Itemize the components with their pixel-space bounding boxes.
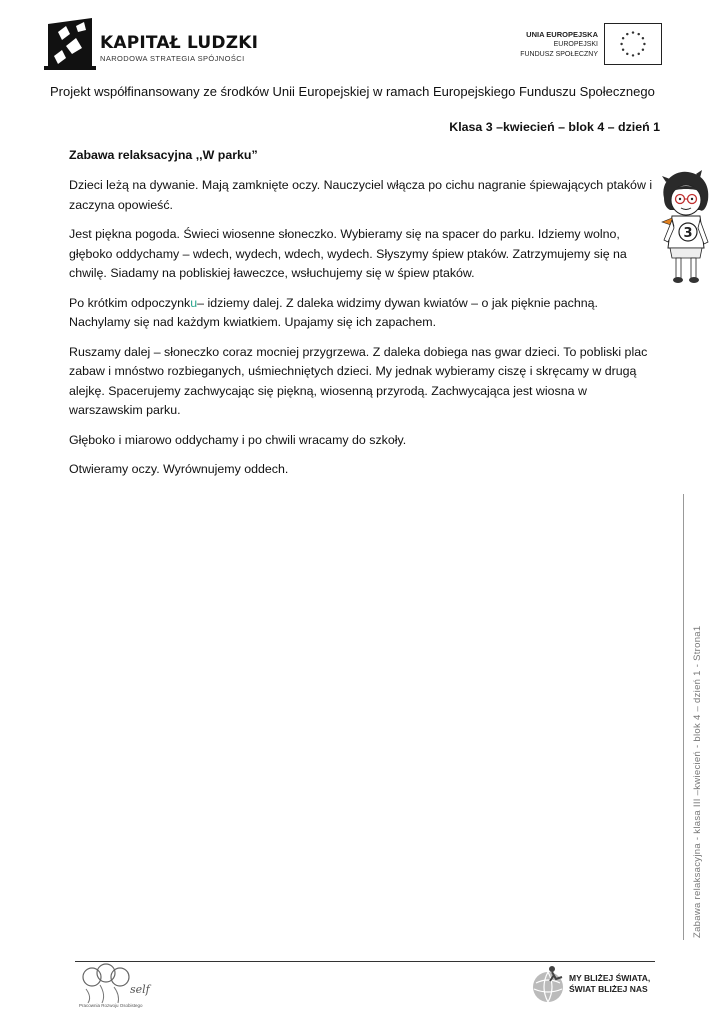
mascot-badge-number: 3 bbox=[683, 226, 693, 241]
vertical-page-footer-text: Zabawa relaksacyjna - klasa III –kwiecień - blok 4 – dzień 1 - Strona1 bbox=[692, 625, 703, 938]
paragraph-3-accent: u bbox=[190, 295, 198, 310]
side-divider bbox=[683, 494, 684, 940]
mbs-line1: MY BLIŻEJ ŚWIATA, bbox=[569, 973, 651, 983]
eu-fund-text bbox=[470, 30, 598, 60]
eu-flag-icon bbox=[604, 23, 662, 65]
girl-mascot-illustration bbox=[656, 170, 714, 286]
paragraph-4: Ruszamy dalej – słoneczko coraz mocniej przygrzewa. Z daleka dobiega nas gwar dzieci. To pobliski plac zabaw i mnóstwo rozbieganych, uśmiechniętych dzieci. My jednak wybieramy ciszę i skręcamy w drugą alejkę. Spacerujemy zachwycając się piękną, wiosenną przyrodą. Zachwycająca jest wiosna w warszawskim parku. bbox=[69, 344, 648, 417]
paragraph-1: Dzieci leżą na dywanie. Mają zamknięte oczy. Nauczyciel włącza po cichu nagranie śpiewających ptaków i zaczyna opowieść. bbox=[69, 178, 653, 212]
footer-divider bbox=[75, 961, 655, 962]
class-heading: Klasa 3 –kwiecień – blok 4 – dzień 1 bbox=[449, 120, 660, 134]
kapital-ludzki-title: KAPITAŁ LUDZKI bbox=[100, 33, 259, 53]
page-header bbox=[0, 0, 725, 110]
document-body bbox=[69, 118, 659, 480]
document-title: Zabawa relaksacyjna ,,W parku” bbox=[69, 147, 258, 162]
my-blizej-swiata-text bbox=[569, 973, 650, 995]
globe-person-icon bbox=[530, 965, 566, 1009]
project-cofinancing-line: Projekt współfinansowany ze środków Unii Europejskiej w ramach Europejskiego Funduszu Społecznego bbox=[50, 84, 655, 99]
eu-line2: EUROPEJSKI bbox=[553, 41, 598, 48]
self-logo-word: self bbox=[130, 983, 150, 996]
mbs-line2: ŚWIAT BLIŻEJ NAS bbox=[569, 984, 648, 994]
kapital-ludzki-logo bbox=[44, 16, 96, 72]
eu-line1: UNIA EUROPEJSKA bbox=[526, 30, 598, 39]
paragraph-6: Otwieramy oczy. Wyrównujemy oddech. bbox=[69, 462, 289, 476]
eu-line3: FUNDUSZ SPOŁECZNY bbox=[520, 51, 598, 58]
paragraph-3 bbox=[69, 294, 659, 333]
kapital-ludzki-subtitle: NARODOWA STRATEGIA SPÓJNOŚCI bbox=[100, 54, 245, 63]
self-caption: Pracownia Rozwoju Osobistego bbox=[79, 1003, 143, 1008]
kapital-ludzki-text bbox=[100, 34, 258, 63]
paragraph-5: Głęboko i miarowo oddychamy i po chwili wracamy do szkoły. bbox=[69, 432, 407, 447]
paragraph-2: Jest piękna pogoda. Świeci wiosenne słoneczko. Wybieramy się na spacer do parku. Idziemy wolno, głęboko oddychamy – wdech, wydech, wdech, wydech. Słyszymy śpiew ptaków. Zatrzymujemy się na chwilę. Siadamy na pobliskiej ławeczce, wsłuchujemy się w śpiew ptaków. bbox=[69, 227, 627, 280]
paragraph-3-end: – idziemy dalej. Z daleka widzimy dywan kwiatów – o jak pięknie pachną. Nachylamy się nad każdym kwiatkiem. Upajamy się ich zapachem. bbox=[69, 295, 598, 329]
paragraph-3-start: Po krótkim odpoczynk bbox=[69, 295, 191, 310]
